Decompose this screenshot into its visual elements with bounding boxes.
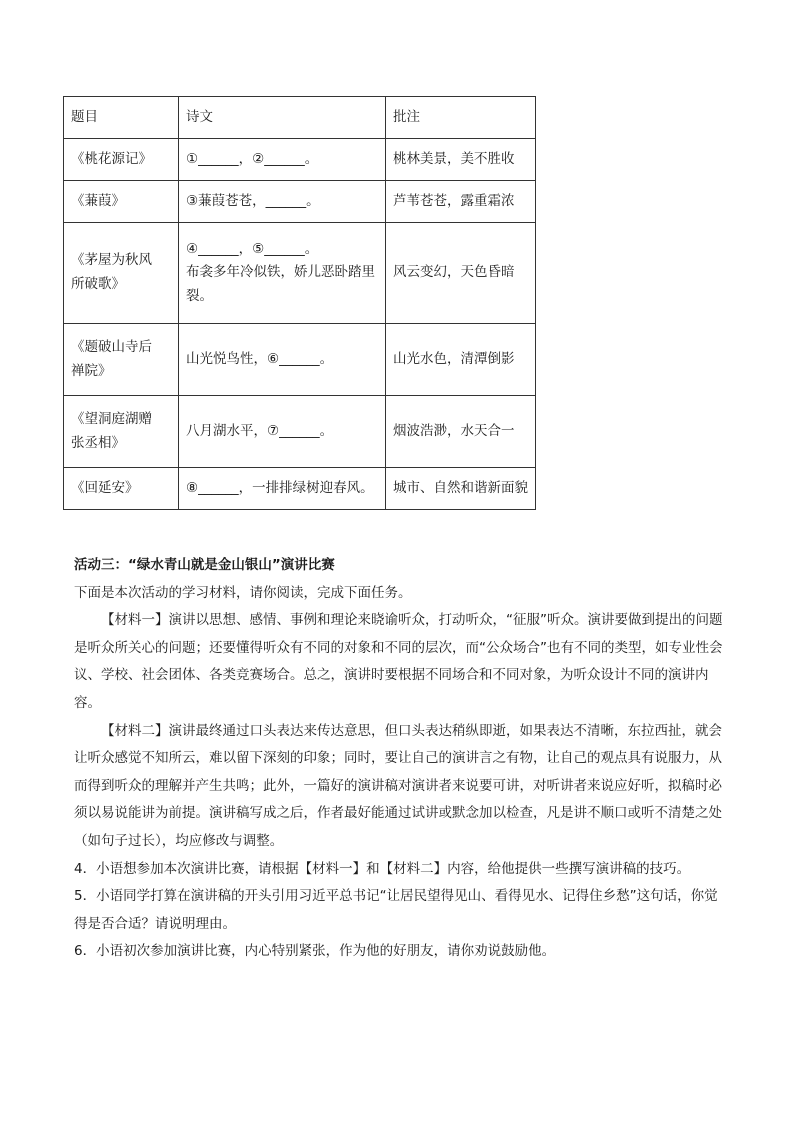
cell-note: 烟波浩渺，水天合一 (386, 396, 536, 468)
table-row (64, 223, 536, 324)
cell-poem: 八月湖水平，⑦______。 (179, 396, 386, 468)
cell-poem: ①______，②______。 (179, 139, 386, 181)
question-5: 5．小语同学打算在演讲稿的开头引用习近平总书记“让居民望得见山、看得见水、记得住乡愁”这句话，你觉得是否合适？请说明理由。 (74, 888, 718, 932)
cell-note: 山光水色，清潭倒影 (386, 324, 536, 396)
cell-title: 《望洞庭湖赠 张丞相》 (64, 396, 179, 468)
cell-note: 风云变幻，天色昏暗 (386, 223, 536, 324)
cell-poem: 山光悦鸟性，⑥______。 (179, 324, 386, 396)
cell-note: 芦苇苍苍，露重霜浓 (386, 181, 536, 223)
cell-poem: ⑧______，一排排绿树迎春风。 (179, 468, 386, 510)
activity-intro: 下面是本次活动的学习材料，请你阅读，完成下面任务。 (74, 584, 412, 601)
table-row (64, 139, 536, 181)
table-row (64, 181, 536, 223)
cell-poem: ③蒹葭苍苍，______。 (179, 181, 386, 223)
activity-heading: 活动三：“绿水青山就是金山银山”演讲比赛 (74, 557, 335, 573)
table-row (64, 468, 536, 510)
cell-title: 《茅屋为秋风 所破歌》 (64, 223, 179, 324)
activity-section (74, 552, 724, 966)
question-6: 6．小语初次参加演讲比赛，内心特别紧张，作为他的好朋友，请你劝说鼓励他。 (74, 943, 556, 960)
question-4: 4．小语想参加本次演讲比赛，请根据【材料一】和【材料二】内容，给他提供一些撰写演讲稿的技巧。 (74, 860, 691, 877)
header-poem: 诗文 (179, 97, 386, 139)
header-note: 批注 (386, 97, 536, 139)
cell-title: 《蒹葭》 (64, 181, 179, 223)
cell-title: 《桃花源记》 (64, 139, 179, 181)
poem-table (63, 96, 536, 510)
header-title: 题目 (64, 97, 179, 139)
cell-note: 桃林美景，美不胜收 (386, 139, 536, 181)
table-row (64, 396, 536, 468)
material-two: 【材料二】演讲最终通过口头表达来传达意思，但口头表达稍纵即逝，如果表达不清晰，东拉西扯，就会让听众感觉不知所云，难以留下深刻的印象；同时，要让自己的演讲言之有物，让自己的观点具有说服力，从而得到听众的理解并产生共鸣；此外，一篇好的演讲稿对演讲者来说要可讲，对听讲者来说应好听，拟稿时必须以易说能讲为前提。演讲稿写成之后，作者最好能通过试讲或默念加以检查，凡是讲不顺口或听不清楚之处（如句子过长），均应修改与调整。 (74, 722, 722, 849)
table-header-row (64, 97, 536, 139)
cell-poem: ④______，⑤______。 布衾多年冷似铁，娇儿恶卧踏里 裂。 (179, 223, 386, 324)
table-row (64, 324, 536, 396)
cell-title: 《回延安》 (64, 468, 179, 510)
material-one: 【材料一】演讲以思想、感情、事例和理论来晓谕听众，打动听众，“征服”听众。演讲要做到提出的问题是听众所关心的问题；还要懂得听众有不同的对象和不同的层次，而“公众场合”也有不同的类型，如专业性会议、学校、社会团体、各类竞赛场合。总之，演讲时要根据不同场合和不同对象，为听众设计不同的演讲内容。 (74, 612, 723, 711)
cell-note: 城市、自然和谐新面貌 (386, 468, 536, 510)
cell-title: 《题破山寺后 禅院》 (64, 324, 179, 396)
